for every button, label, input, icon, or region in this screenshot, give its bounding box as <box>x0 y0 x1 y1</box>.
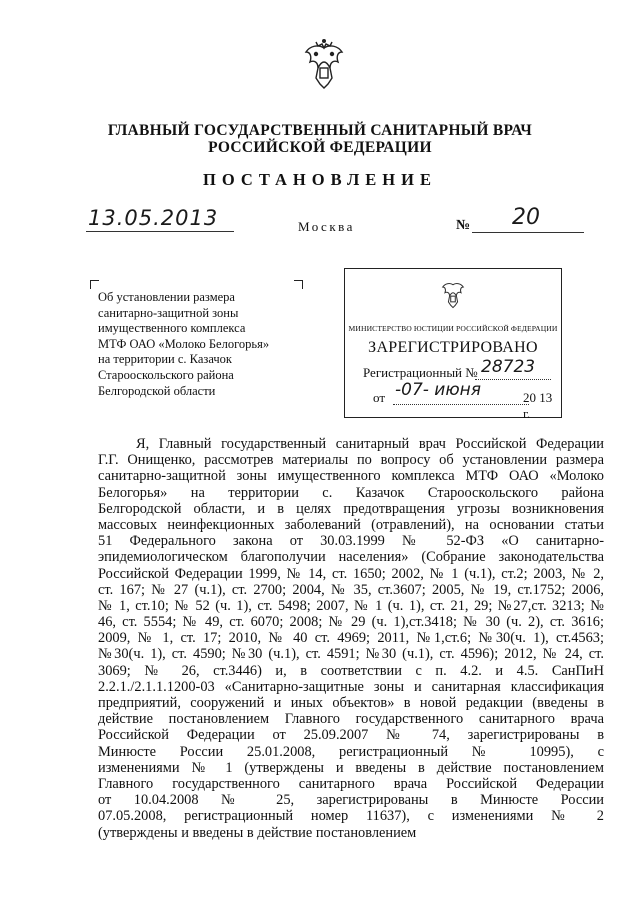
subject-line: Старооскольского района <box>98 367 234 382</box>
date-underline <box>86 231 234 232</box>
subject-corner-bracket-right <box>294 280 303 289</box>
stamp-reg-number-line <box>475 379 551 380</box>
subject-block <box>98 290 298 399</box>
document-type-heading: ПОСТАНОВЛЕНИЕ <box>203 170 437 189</box>
body-line: Российской Федерации 1999, № 14, ст. 1650; 2002, № 1 (ч.1), ст.2; 2003, № 2, <box>98 565 604 582</box>
stamp-from-value: -07- июня <box>395 380 482 400</box>
stamp-ministry: МИНИСТЕРСТВО ЮСТИЦИИ РОССИЙСКОЙ ФЕДЕРАЦИИ <box>348 324 558 333</box>
stamp-reg-number-label: Регистрационный № <box>363 365 478 380</box>
body-line: Белогорья» на территории с. Казачок Старооскольского района <box>98 484 604 501</box>
body-line: санитарно-защитной зоны имущественного комплекса МТФ ОАО «Молоко <box>98 468 604 485</box>
subject-line: санитарно-защитной зоны <box>98 305 239 320</box>
body-paragraph <box>98 436 604 841</box>
body-line: предприятий, сооружений и иных объектов» в новой редакции (введены в <box>98 695 604 711</box>
body-line: Я, Главный государственный санитарный врач Российской Федерации <box>136 436 604 452</box>
body-line: 2009, № 1, ст. 17; 2010, № 40 ст. 4969; 2011, №1,ст.6; №30(ч. 1), ст.4563; <box>98 630 604 647</box>
body-line: 51 Федерального закона от 30.03.1999 № 52-ФЗ «О санитарно- <box>98 533 604 550</box>
stamp-status: ЗАРЕГИСТРИРОВАНО <box>368 339 538 356</box>
authority-title-line2: РОССИЙСКОЙ ФЕДЕРАЦИИ <box>208 139 432 156</box>
number-label: № <box>456 218 471 233</box>
stamp-year: 20 13 г. <box>523 390 553 421</box>
stamp-reg-number-value: 28723 <box>481 357 536 377</box>
subject-line: имущественного комплекса <box>98 321 246 336</box>
registration-stamp <box>344 268 562 421</box>
stamp-date-line <box>393 404 529 405</box>
body-line: от 10.04.2008 № 25, зарегистрированы в Минюсте России <box>98 792 604 809</box>
body-line: ст. 167; № 27 (ч.1), ст. 2700; 2004, № 35, ст.3607; 2005, № 19, ст.1752; 2006, <box>98 581 604 598</box>
body-line: эпидемиологическом благополучии населения» (Собрание законодательства <box>98 549 604 566</box>
body-line: Белгородской области, и в целях предотвращения угрозы возникновения <box>98 500 604 517</box>
body-line: 07.05.2008, регистрационный номер 11637), с изменениями № 2 <box>98 808 604 825</box>
body-line: Главного государственного санитарного врача Российской Федерации <box>98 775 604 792</box>
subject-line: Белгородской области <box>98 383 216 398</box>
body-line: 3069; № 26, ст.3446) и, в соответствии с п. 4.2. и 4.5. СанПиН <box>98 662 604 679</box>
authority-title: ГЛАВНЫЙ ГОСУДАРСТВЕННЫЙ САНИТАРНЫЙ ВРАЧ <box>107 122 533 139</box>
body-line: изменениями № 1 (утверждены и введены в действие постановлением <box>98 759 604 776</box>
subject-line: на территории с. Казачок <box>98 352 232 367</box>
body-line: № 1, ст.10; № 52 (ч. 1), ст. 5498; 2007, № 1 (ч. 1), ст. 21, 29; №27,ст. 3213; № <box>98 597 604 614</box>
handwritten-number: 20 <box>512 205 540 230</box>
body-line: (утверждены и введены в действие постановлением <box>98 824 417 841</box>
body-line: Минюсте России 25.01.2008, регистрационный № 10995), с <box>98 743 604 760</box>
handwritten-date: 13.05.2013 <box>88 206 219 230</box>
subject-corner-bracket-left <box>90 280 99 289</box>
number-underline <box>472 232 584 233</box>
body-line: массовых неинфекционных заболеваний (отравлений), на основании статьи <box>98 516 604 533</box>
body-line: действие постановлением Главного государственного санитарного врача <box>98 711 604 728</box>
body-line: Российской Федерации от 25.09.2007 № 74, зарегистрированы в <box>98 727 604 744</box>
stamp-from-label: от <box>373 390 386 405</box>
body-line: Г.Г. Онищенко, рассмотрев материалы по вопросу об установлении размера <box>98 452 604 469</box>
russian-coat-of-arms-icon <box>439 279 467 311</box>
city-name: Москва <box>298 219 355 234</box>
body-line: №30(ч. 1), ст. 4590; №30 (ч.1), ст. 4591; №30 (ч.1), ст. 4596); 2012, № 24, ст. <box>98 646 604 663</box>
body-line: 46, ст. 5554; № 49, ст. 6070; 2008; № 29 (ч. 1),ст.3418; № 30 (ч. 2), ст. 3616; <box>98 614 604 631</box>
russian-coat-of-arms-icon <box>300 38 348 94</box>
subject-line: Об установлении размера <box>98 290 235 304</box>
subject-line: МТФ ОАО «Молоко Белогорья» <box>98 336 270 351</box>
body-line: 2.2.1./2.1.1.1200-03 «Санитарно-защитные зоны и санитарная классификация <box>98 678 604 695</box>
